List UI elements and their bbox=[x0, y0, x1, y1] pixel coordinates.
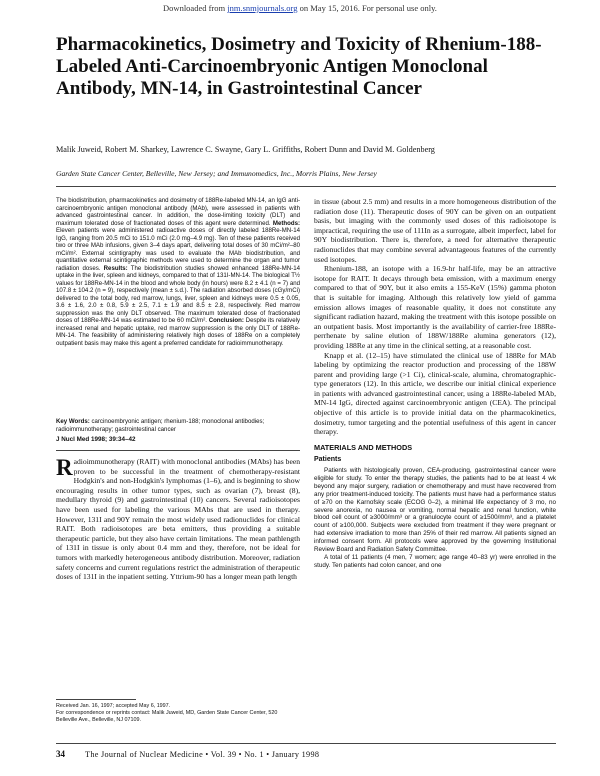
footnotes bbox=[56, 703, 300, 724]
introduction bbox=[56, 457, 300, 582]
page-number: 34 bbox=[56, 749, 65, 759]
download-suffix: on May 15, 2016. For personal use only. bbox=[299, 3, 437, 13]
footer-rule bbox=[56, 743, 556, 744]
received-date: Received Jan. 16, 1997; accepted May 6, 1997. bbox=[56, 703, 171, 709]
abstract-rule bbox=[56, 450, 300, 451]
body-paragraph: Rhenium-188, an isotope with a 16.9-hr half-life, may be an attractive isotope for RAIT. It decays through beta emission, with a maximum energy compared to that of 90Y, but it also emits a 155-KeV (15%) gamma photon that is suitable for imaging. Although this relatively low yield of gamma emission allows images of reasonable quality, it does not constitute any significant radiation hazard, making the treatment with this isotope possible on an outpatient basis. Most importantly is the availability of carrier-free 188Re-perrhenate by saline elution of 188W/188Re alumina generators (12), providing 188Re at any time in the clinical setting, at a reasonable cost. bbox=[314, 264, 556, 350]
body-paragraph: in tissue (about 2.5 mm) and results in a more homogeneous distribution of the radiation dose (11). Therapeutic doses of 90Y can be given on an outpatient basis, but imaging with the commonly used doses of this radioisotope is impractical, requiring the use of 111In as a surrogate, albeit imperfect, label for 90Y biodistribution. There is, therefore, a need for alternative therapeutic radionuclides that may combine several advantageous features of the currently used isotopes. bbox=[314, 197, 556, 264]
abstract-conclusion: Despite its relatively increased renal and hepatic uptake, red marrow suppression is the only DLT of 188Re-MN-14. The feasibility of administering relatively high doses of 188Re on a completely outpatient basis may make this agent a preferred candidate for radioimmunotherapy. bbox=[56, 317, 300, 347]
subsection-heading: Patients bbox=[314, 456, 342, 464]
keywords-list: carcinoembryonic antigen; rhenium-188; monoclonal antibodies; radioimmunotherapy; gastrointestinal cancer bbox=[56, 418, 265, 433]
abstract-conclusion-label: Conclusion: bbox=[208, 317, 244, 324]
journal-citation: J Nucl Med 1998; 39:34–42 bbox=[56, 436, 136, 443]
article-title: Pharmacokinetics, Dosimetry and Toxicity of Rhenium-188-Labeled Anti-Carcinoembryonic Antigen Monoclonal Antibody, MN-14, in Gastrointestinal Cancer bbox=[56, 34, 542, 99]
right-column bbox=[314, 197, 556, 570]
keywords bbox=[56, 418, 300, 433]
correspondence-note: For correspondence or reprints contact: Malik Juweid, MD, Garden State Cancer Center, 520 Belleville Ave., Belleville, NJ 07109. bbox=[56, 710, 278, 723]
abstract-lead: The biodistribution, pharmacokinetics and dosimetry of 188Re-labeled MN-14, an IgG anti-carcinoembryonic antigen monoclonal antibody (MAb), were assessed in patients with advanced gastrointestinal cancer. In addition, the dose-limiting toxicity (DLT) and maximum tolerated dose of fractionated doses of this agent were determined. bbox=[56, 197, 300, 227]
abstract-results-label: Results: bbox=[103, 264, 128, 272]
running-footer bbox=[56, 749, 556, 759]
download-prefix: Downloaded from bbox=[163, 3, 226, 13]
section-heading: MATERIALS AND METHODS bbox=[314, 442, 413, 452]
header-rule bbox=[56, 186, 556, 187]
abstract-results: The biodistribution studies showed enhanced 188Re-MN-14 uptake in the liver, spleen and kidneys, compared to that of 131I-MN-14. The biological T½ values for 188Re-MN-14 in the blood and whole body (in hours) were 8.2 ± 4.1 (n = 7) and 107.8 ± 104.2 (n = 9), respectively (mean ± s.d.). The radiation absorbed doses (cGy/mCi) delivered to the total body, red marrow, lungs, liver, spleen and kidneys were 0.5 ± 0.05, 3.6 ± 1.6, 2.0 ± 0.8, 5.9 ± 2.5, 7.1 ± 1.9 and 8.5 ± 2.8, respectively. Red marrow suppression was the only DLT observed. The maximum tolerated dose of fractionated doses of 188Re-MN-14 was estimated to be 60 mCi/m². bbox=[56, 264, 301, 324]
body-paragraph: Knapp et al. (12–15) have stimulated the clinical use of 188Re for MAb labeling by optimizing the reactor production and processing of the 188W parent and providing large (>1 Ci), clinical-scale, alumina, chromatographic-type generators (12). In this article, we describe our initial clinical experience in patients with advanced gastrointestinal cancer, using a 188Re-labeled MAb, MN-14 IgG, directed against carcinoembryonic antigen (CEA). The principal objective of this article is to provide initial data on the pharmacokinetics, dosimetry, tumor targeting and the potential usefulness of this agent in cancer therapy. bbox=[314, 350, 556, 437]
footnote-rule bbox=[56, 699, 136, 700]
abstract-methods: Eleven patients were administered radioactive doses of directly labeled 188Re-MN-14 IgG, ranging from 20.5 mCi to 151.0 mCi (2.0 mg–4.9 mg). Ten of these patients received two or three MAb infusions, given 3–4 days apart, delivering total doses of 30 mCi/m²–80 mCi/m². External scintigraphy was used to evaluate the MAb biodistribution, and quantitative external scintigraphic methods were used to determine the organ and tumor radiation doses. bbox=[56, 227, 300, 272]
abstract bbox=[56, 197, 300, 347]
abstract-methods-label: Methods: bbox=[272, 219, 300, 227]
methods-paragraph: A total of 11 patients (4 men, 7 women; age range 40–83 yr) were enrolled in the study. Ten patients had colon cancer, and one bbox=[314, 554, 556, 569]
journal-site-link[interactable]: jnm.snmjournals.org bbox=[227, 3, 298, 13]
journal-reference: The Journal of Nuclear Medicine • Vol. 39 • No. 1 • January 1998 bbox=[85, 750, 320, 759]
author-list: Malik Juweid, Robert M. Sharkey, Lawrence C. Swayne, Gary L. Griffiths, Robert Dunn and David M. Goldenberg bbox=[56, 145, 435, 154]
intro-text: adioimmunotherapy (RAIT) with monoclonal antibodies (MAbs) has been proven to be successful in the treatment of chemotherapy-resistant Hodgkin's and non-Hodgkin's lymphomas (1–6), and is beginning to show encouraging results in other tumor types, such as ovarian (7), breast (8), medullary thyroid (9) and gastrointestinal (10) cancers. Several radioisotopes have been used for labeling the various MAbs that are used in therapy. However, 131I and 90Y remain the most widely used radionuclides for clinical RAIT. Both radioisotopes are beta emitters, thus providing a suitable therapeutic particle, but they also have certain limitations. The mean pathlength of 131I in tissue is only about 0.4 mm and they, therefore, not be ideal for tumors with markedly heterogeneous antibody distribution. Moreover, radiation safety concerns and current regulations restrict the administration of therapeutic doses of 131I in the inpatient setting. Yttrium-90 has a longer mean path length bbox=[56, 457, 300, 582]
methods-paragraph: Patients with histologically proven, CEA-producing, gastrointestinal cancer were eligible for study. To enter the therapy studies, the patients had to be at least 4 wk beyond any major surgery, radiation or chemotherapy and must have recovered from any prior treatment-induced toxicity. The patients must have had a performance status of ≥70 on the Karnofsky scale (ECOG 0–2), a minimal life expectancy of 3 mo, no severe anorexia, no nausea or vomiting, normal hepatic and renal function, white blood cell count of ≥3000/mm³ or a granulocyte count of ≥1500/mm³, and a platelet count of ≥100,000. Subjects were excluded from treatment if they were pregnant or had extensive irradiation to more than 25% of their red marrow. All patients signed an informed consent form. All protocols were approved by the governing Institutional Review Board and Radiation Safety Committee. bbox=[314, 467, 556, 554]
download-notice bbox=[0, 3, 600, 13]
drop-cap: R bbox=[56, 455, 73, 480]
author-affiliation: Garden State Cancer Center, Belleville, New Jersey; and Immunomedics, Inc., Morris Plains, New Jersey bbox=[56, 169, 377, 178]
keywords-label: Key Words: bbox=[56, 418, 90, 425]
